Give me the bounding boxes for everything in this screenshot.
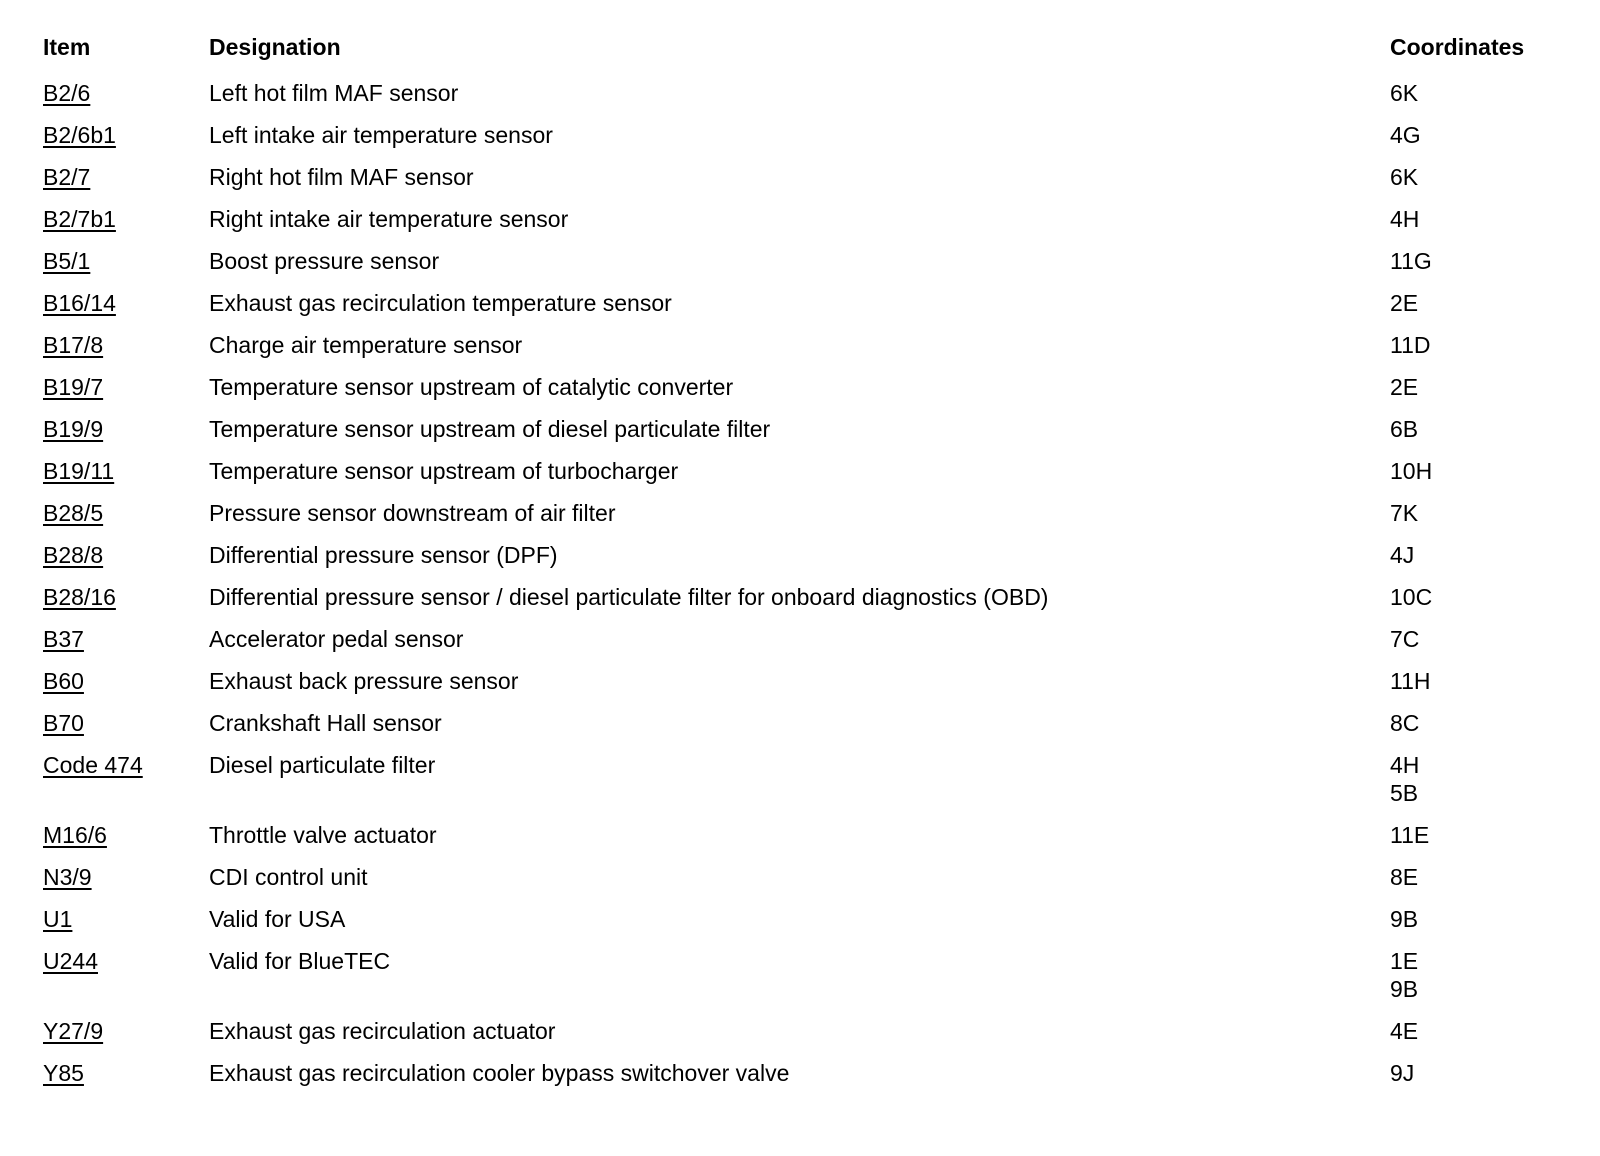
item-link[interactable]: U244 (43, 948, 98, 974)
table-row (43, 331, 1543, 373)
item-link[interactable]: B17/8 (43, 332, 104, 358)
coordinate-value: 7C (1390, 626, 1420, 652)
legend-body (43, 70, 1543, 1101)
coordinate-value: 6K (1390, 80, 1419, 106)
coordinate-value: 1E (1390, 948, 1419, 974)
item-cell (43, 205, 209, 247)
coordinate-value: 2E (1390, 290, 1419, 316)
item-cell (43, 457, 209, 499)
item-link[interactable]: B2/7b1 (43, 206, 116, 232)
item-link[interactable]: B70 (43, 710, 84, 736)
coordinates-cell (1390, 163, 1543, 205)
coordinate-value: 11E (1390, 822, 1430, 848)
coordinates-cell (1390, 121, 1543, 163)
coordinates-cell (1390, 457, 1543, 499)
coordinates-cell (1390, 821, 1543, 863)
item-link[interactable]: B16/14 (43, 290, 116, 316)
coordinates-cell (1390, 667, 1543, 709)
item-link[interactable]: B19/9 (43, 416, 104, 442)
header-item: Item (43, 34, 91, 60)
coordinate-value: 8E (1390, 864, 1419, 890)
coordinate-value: 6K (1390, 164, 1419, 190)
designation-cell: Valid for BlueTEC (209, 948, 391, 974)
designation-cell: Diesel particulate filter (209, 752, 436, 778)
item-cell (43, 625, 209, 667)
item-cell (43, 415, 209, 457)
coordinates-cell (1390, 289, 1543, 331)
table-row (43, 751, 1543, 821)
item-cell (43, 751, 209, 821)
coordinate-value: 11D (1390, 332, 1431, 358)
header-row (43, 34, 1543, 70)
coordinate-value: 4H (1390, 206, 1420, 232)
item-link[interactable]: M16/6 (43, 822, 107, 848)
coordinate-value: 10H (1390, 458, 1433, 484)
coordinates-cell (1390, 541, 1543, 583)
item-link[interactable]: B5/1 (43, 248, 91, 274)
designation-cell: CDI control unit (209, 864, 368, 890)
coordinate-value: 4J (1390, 542, 1415, 568)
coordinates-cell (1390, 625, 1543, 667)
designation-cell: Boost pressure sensor (209, 248, 440, 274)
coordinates-cell (1390, 415, 1543, 457)
coordinates-cell (1390, 1017, 1543, 1059)
header-designation: Designation (209, 34, 341, 60)
table-row (43, 821, 1543, 863)
table-row (43, 667, 1543, 709)
table-row (43, 289, 1543, 331)
coordinates-cell (1390, 247, 1543, 289)
designation-cell: Right intake air temperature sensor (209, 206, 569, 232)
designation-cell: Temperature sensor upstream of catalytic converter (209, 374, 734, 400)
coordinate-value: 7K (1390, 500, 1419, 526)
coordinate-value: 2E (1390, 374, 1419, 400)
coordinate-value: 11G (1390, 248, 1432, 274)
table-row (43, 709, 1543, 751)
item-cell (43, 289, 209, 331)
item-cell (43, 905, 209, 947)
coordinates-cell (1390, 583, 1543, 625)
designation-cell: Exhaust gas recirculation temperature sensor (209, 290, 672, 316)
table-row (43, 121, 1543, 163)
coordinates-cell (1390, 205, 1543, 247)
coordinate-value: 11H (1390, 668, 1431, 694)
table-row (43, 247, 1543, 289)
designation-cell: Left intake air temperature sensor (209, 122, 553, 148)
table-row (43, 541, 1543, 583)
item-link[interactable]: B60 (43, 668, 84, 694)
designation-cell: Pressure sensor downstream of air filter (209, 500, 616, 526)
header-coordinates: Coordinates (1390, 34, 1525, 60)
item-cell (43, 541, 209, 583)
item-cell (43, 1017, 209, 1059)
coordinates-cell (1390, 751, 1543, 821)
item-cell (43, 163, 209, 205)
item-cell (43, 821, 209, 863)
item-cell (43, 947, 209, 1017)
coordinate-value: 9B (1390, 906, 1419, 932)
designation-cell: Left hot film MAF sensor (209, 80, 459, 106)
table-row (43, 947, 1543, 1017)
table-row (43, 583, 1543, 625)
item-link[interactable]: B28/5 (43, 500, 104, 526)
designation-cell: Differential pressure sensor (DPF) (209, 542, 558, 568)
coordinate-value: 9J (1390, 1060, 1415, 1086)
item-link[interactable]: B19/11 (43, 458, 115, 484)
item-link[interactable]: Y85 (43, 1060, 84, 1086)
coordinate-value: 4E (1390, 1018, 1419, 1044)
designation-cell: Exhaust back pressure sensor (209, 668, 519, 694)
item-link[interactable]: B2/6b1 (43, 122, 116, 148)
designation-cell: Differential pressure sensor / diesel particulate filter for onboard diagnostics (OBD) (209, 584, 1049, 610)
coordinates-cell (1390, 499, 1543, 541)
item-cell (43, 331, 209, 373)
table-row (43, 1059, 1543, 1101)
designation-cell: Temperature sensor upstream of turbocharger (209, 458, 679, 484)
item-link[interactable]: B19/7 (43, 374, 104, 400)
coordinates-cell (1390, 70, 1543, 121)
designation-cell: Throttle valve actuator (209, 822, 437, 848)
coordinate-value: 6B (1390, 416, 1419, 442)
item-cell (43, 709, 209, 751)
coordinates-cell (1390, 1059, 1543, 1101)
table-row (43, 205, 1543, 247)
table-row (43, 1017, 1543, 1059)
coordinates-cell (1390, 863, 1543, 905)
designation-cell: Temperature sensor upstream of diesel particulate filter (209, 416, 771, 442)
designation-cell: Accelerator pedal sensor (209, 626, 464, 652)
item-cell (43, 499, 209, 541)
coordinates-cell (1390, 905, 1543, 947)
item-cell (43, 667, 209, 709)
item-link[interactable]: Code 474 (43, 752, 143, 778)
item-link[interactable]: N3/9 (43, 864, 92, 890)
item-link[interactable]: B37 (43, 626, 84, 652)
coordinates-cell (1390, 947, 1543, 1017)
item-link[interactable]: B2/7 (43, 164, 91, 190)
designation-cell: Exhaust gas recirculation cooler bypass switchover valve (209, 1060, 790, 1086)
item-link[interactable]: B2/6 (43, 80, 91, 106)
table-row (43, 70, 1543, 121)
table-row (43, 499, 1543, 541)
item-cell (43, 863, 209, 905)
table-row (43, 163, 1543, 205)
coordinates-cell (1390, 331, 1543, 373)
designation-cell: Charge air temperature sensor (209, 332, 523, 358)
item-cell (43, 247, 209, 289)
item-link[interactable]: U1 (43, 906, 73, 932)
item-link[interactable]: B28/16 (43, 584, 116, 610)
coordinate-value: 9B (1390, 976, 1419, 1002)
table-row (43, 373, 1543, 415)
item-link[interactable]: B28/8 (43, 542, 104, 568)
coordinates-cell (1390, 709, 1543, 751)
item-cell (43, 121, 209, 163)
legend-table (43, 34, 1543, 1101)
coordinate-value: 4H (1390, 752, 1420, 778)
item-cell (43, 70, 209, 121)
item-cell (43, 1059, 209, 1101)
designation-cell: Exhaust gas recirculation actuator (209, 1018, 556, 1044)
coordinate-value: 8C (1390, 710, 1420, 736)
table-row (43, 863, 1543, 905)
item-cell (43, 583, 209, 625)
item-cell (43, 373, 209, 415)
coordinate-value: 10C (1390, 584, 1433, 610)
table-row (43, 415, 1543, 457)
coordinates-cell (1390, 373, 1543, 415)
table-row (43, 457, 1543, 499)
designation-cell: Crankshaft Hall sensor (209, 710, 442, 736)
item-link[interactable]: Y27/9 (43, 1018, 104, 1044)
designation-cell: Valid for USA (209, 906, 346, 932)
coordinate-value: 5B (1390, 780, 1419, 806)
table-row (43, 905, 1543, 947)
table-row (43, 625, 1543, 667)
designation-cell: Right hot film MAF sensor (209, 164, 474, 190)
coordinate-value: 4G (1390, 122, 1421, 148)
